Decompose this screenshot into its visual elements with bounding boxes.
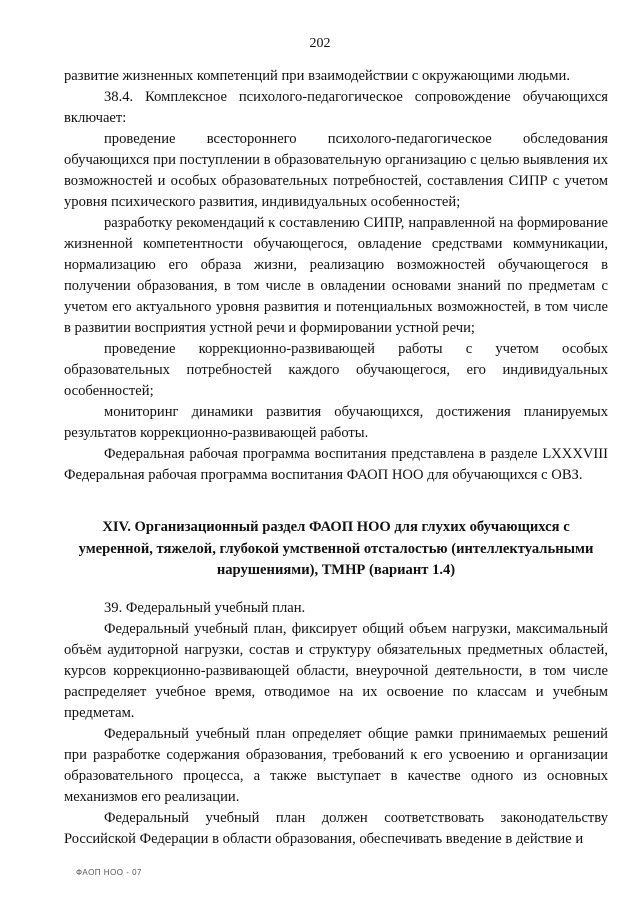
footer-mark: ФАОП НОО - 07 [76, 868, 142, 877]
paragraph: проведение всестороннего психолого-педагогическое обследования обучающихся при поступлении в образовательную организацию с целью выявления их возможностей и особых образовательных потребностей, составления СИПР с учетом уровня психического развития, индивидуальных особенностей; [64, 131, 608, 210]
paragraph: Федеральный учебный план определяет общие рамки принимаемых решений при разработке содержания образования, требований к его усвоению и организации образовательного процесса, а также выступает в качестве одного из основных механизмов его реализации. [64, 726, 608, 805]
paragraph: мониторинг динамики развития обучающихся, достижения планируемых результатов коррекционно-развивающей работы. [64, 404, 608, 441]
body-text-lower [64, 598, 608, 850]
paragraph: развитие жизненных компетенций при взаимодействии с окружающими людьми. [64, 68, 570, 84]
paragraph: 38.4. Комплексное психолого-педагогическое сопровождение обучающихся включает: [64, 89, 608, 126]
paragraph: проведение коррекционно-развивающей работы с учетом особых образовательных потребностей каждого обучающегося, его индивидуальных особенностей; [64, 341, 608, 399]
paragraph: 39. Федеральный учебный план. [104, 600, 306, 616]
body-text-upper [64, 66, 608, 486]
section-heading: XIV. Организационный раздел ФАОП НОО для глухих обучающихся с умеренной, тяжелой, глубокой умственной отсталостью (интеллектуальными нарушениями), ТМНР (вариант 1.4) [78, 519, 594, 578]
page-number: 202 [309, 36, 331, 51]
paragraph: Федеральный учебный план, фиксирует общий объем нагрузки, максимальный объём аудиторной нагрузки, состав и структуру обязательных предметных областей, курсов коррекционно-развивающей области, внеурочной деятельности, в том числе распределяет учебное время, отводимое на их освоение по классам и учебным предметам. [64, 621, 608, 721]
paragraph: разработку рекомендаций к составлению СИПР, направленной на формирование жизненной компетентности обучающегося, овладение средствами коммуникации, нормализацию его образа жизни, реализацию возможностей обучающегося в получении образования, в том числе в овладении основами знаний по предметам с учетом его актуального уровня развития и потенциальных возможностей, в том числе в развитии восприятия устной речи и формировании устной речи; [64, 215, 608, 336]
paragraph: Федеральная рабочая программа воспитания представлена в разделе LXXXVIII Федеральная рабочая программа воспитания ФАОП НОО для обучающихся с ОВЗ. [64, 446, 608, 483]
paragraph: Федеральный учебный план должен соответствовать законодательству Российской Федерации в области образования, обеспечивать введение в действие и [64, 810, 608, 847]
